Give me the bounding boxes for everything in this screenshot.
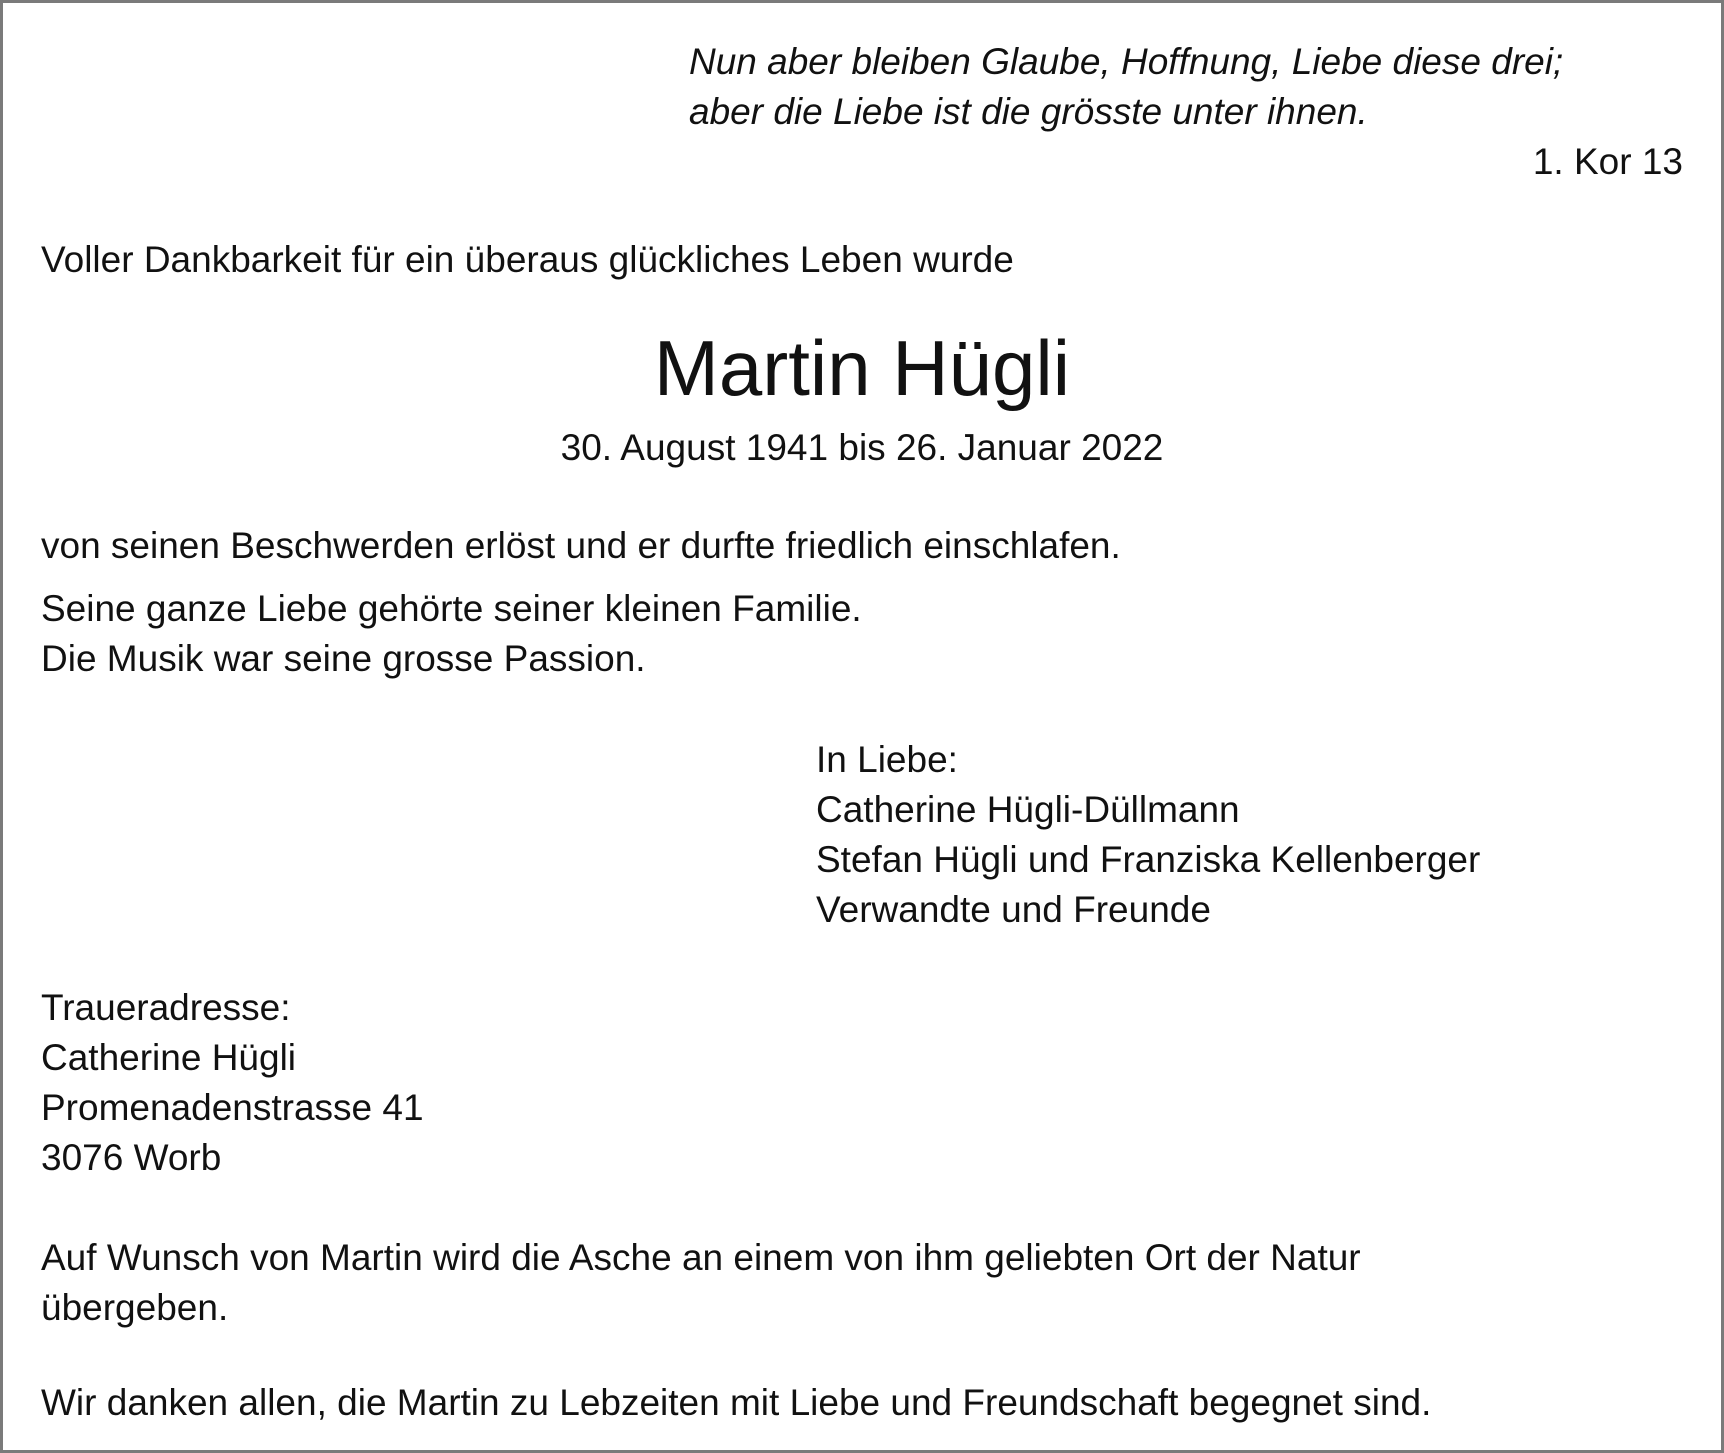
address-city: 3076 Worb: [41, 1137, 222, 1178]
body-line-1: von seinen Beschwerden erlöst und er durfte friedlich einschlafen.: [41, 525, 1121, 566]
verse-reference: 1. Kor 13: [1532, 141, 1683, 182]
life-dates: 30. August 1941 bis 26. Januar 2022: [560, 427, 1164, 468]
mourners-heading: In Liebe:: [816, 739, 958, 780]
mourner-name: Catherine Hügli-Düllmann: [816, 789, 1240, 830]
verse-line-2: aber die Liebe ist die grösste unter ihnen.: [689, 91, 1368, 132]
mourner-name: Stefan Hügli und Franziska Kellenberger: [816, 839, 1481, 880]
address-street: Promenadenstrasse 41: [41, 1087, 424, 1128]
deceased-name: Martin Hügli: [653, 324, 1071, 412]
body-line-3: Die Musik war seine grosse Passion.: [41, 638, 646, 679]
body-line-2: Seine ganze Liebe gehörte seiner kleinen Familie.: [41, 588, 862, 629]
verse-line-1: Nun aber bleiben Glaube, Hoffnung, Liebe diese drei;: [689, 41, 1564, 82]
mourner-name: Verwandte und Freunde: [816, 889, 1211, 930]
address-name: Catherine Hügli: [41, 1037, 297, 1078]
notice-line-1: Auf Wunsch von Martin wird die Asche an einem von ihm geliebten Ort der Natur: [41, 1237, 1361, 1278]
thanks-text: Wir danken allen, die Martin zu Lebzeiten mit Liebe und Freundschaft begegnet sind.: [41, 1382, 1432, 1423]
intro-text: Voller Dankbarkeit für ein überaus glückliches Leben wurde: [41, 239, 1014, 280]
notice-line-2: übergeben.: [41, 1287, 229, 1328]
address-heading: Traueradresse:: [41, 987, 291, 1028]
